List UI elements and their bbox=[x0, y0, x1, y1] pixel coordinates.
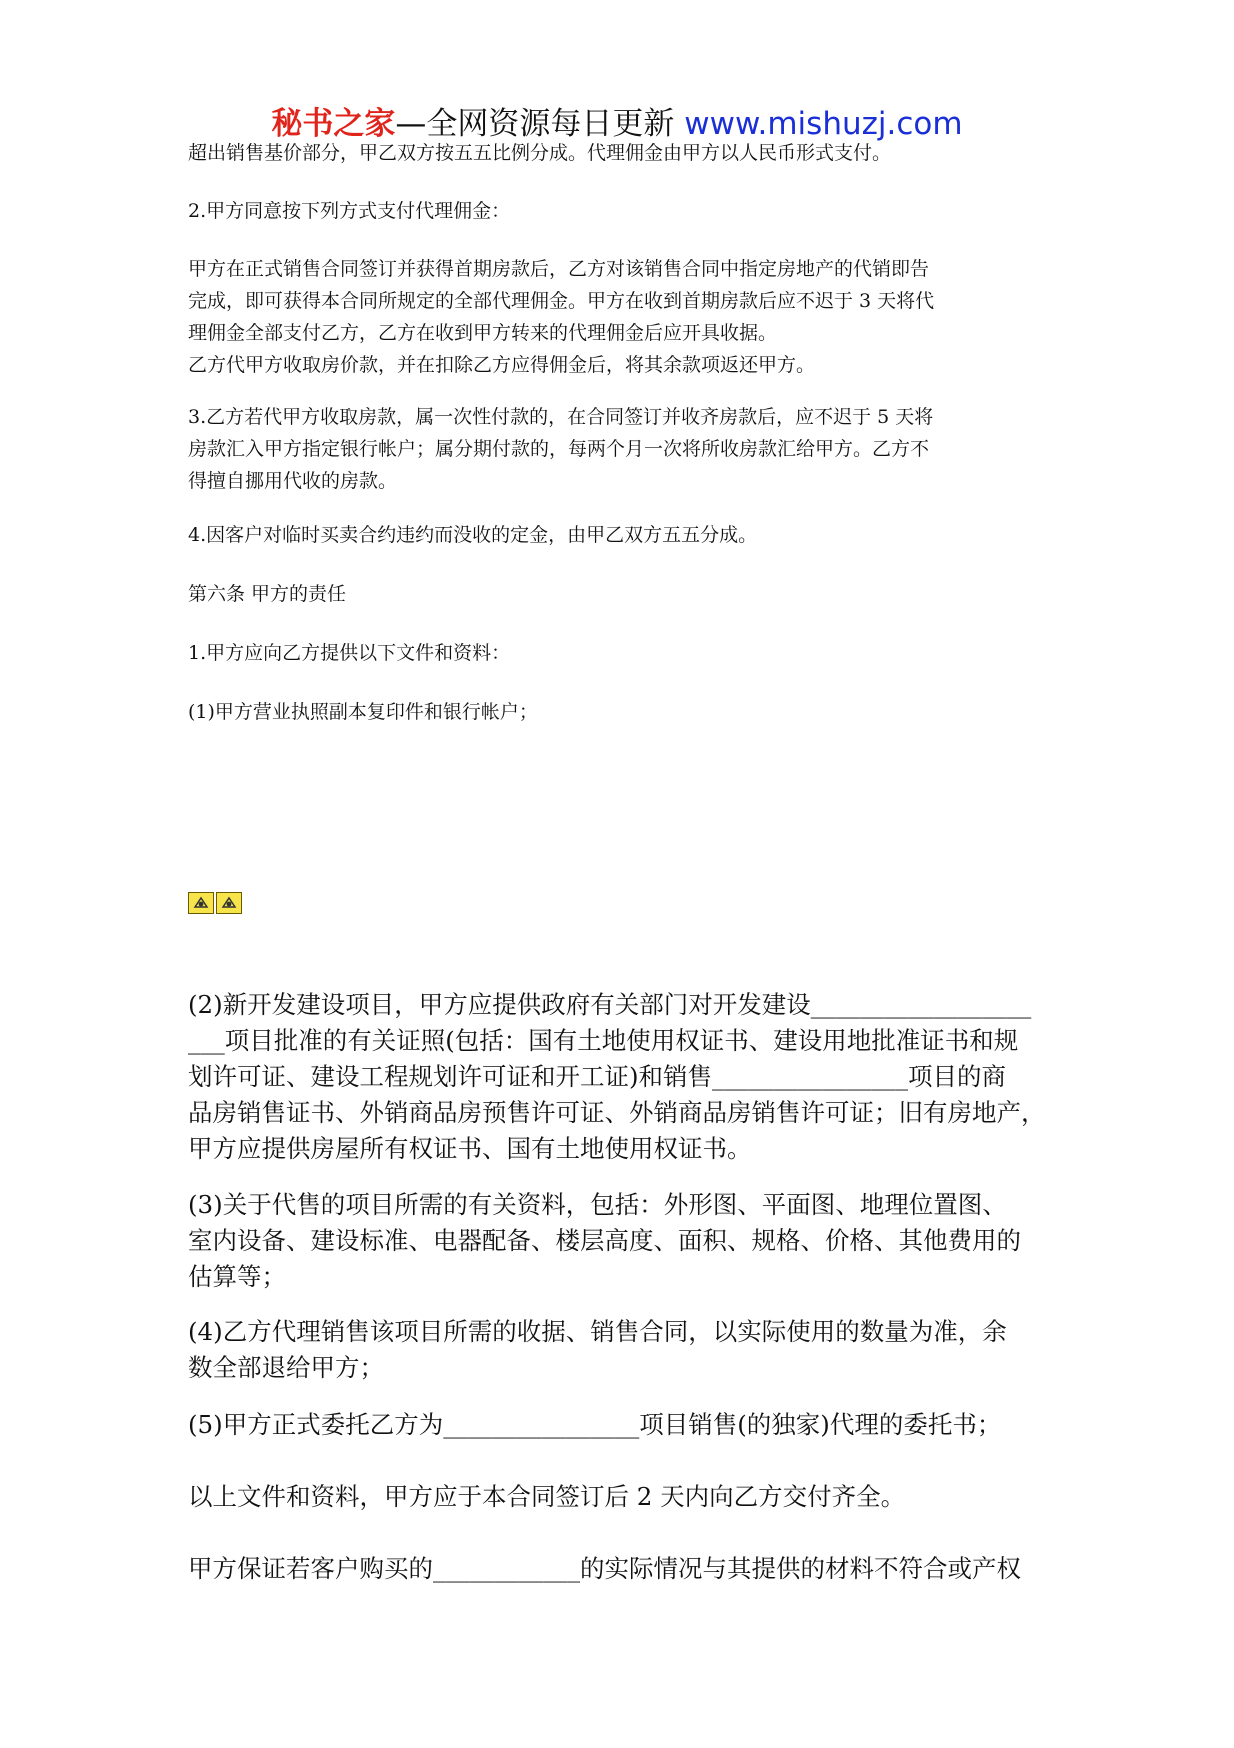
text-line: 完成，即可获得本合同所规定的全部代理佣金。甲方在收到首期房款后应不迟于 3 天将代 bbox=[188, 290, 935, 312]
inline-image-icon bbox=[216, 892, 242, 914]
paragraph-item-4 bbox=[188, 1314, 1007, 1386]
text-line: 数全部退给甲方； bbox=[188, 1353, 384, 1382]
text-line: 甲方应提供房屋所有权证书、国有土地使用权证书。 bbox=[188, 1134, 752, 1163]
text-line: 3.乙方若代甲方收取房款，属一次性付款的，在合同签订并收齐房款后，应不迟于 5 天将 bbox=[188, 406, 934, 428]
text-line: 室内设备、建设标准、电器配备、楼层高度、面积、规格、价格、其他费用的 bbox=[188, 1226, 1021, 1255]
paragraph-documents-intro: 1.甲方应向乙方提供以下文件和资料： bbox=[188, 642, 511, 664]
paragraph-commission-terms bbox=[188, 253, 934, 381]
paragraph-item-1: (1)甲方营业执照副本复印件和银行帐户； bbox=[188, 701, 538, 723]
text-line: 品房销售证书、外销商品房预售许可证、外销商品房销售许可证；旧有房地产， bbox=[188, 1098, 1046, 1127]
text-line: 甲方在正式销售合同签订并获得首期房款后，乙方对该销售合同中指定房地产的代销即告 bbox=[188, 258, 930, 280]
paragraph-commission-split: 超出销售基价部分，甲乙双方按五五比例分成。代理佣金由甲方以人民币形式支付。 bbox=[188, 142, 892, 164]
text-line: ___项目批准的有关证照(包括：国有土地使用权证书、建设用地批准证书和规 bbox=[188, 1026, 1019, 1055]
section-heading-party-a-duties: 第六条 甲方的责任 bbox=[188, 583, 347, 605]
text-line: 划许可证、建设工程规划许可证和开工证)和销售________________项目的商 bbox=[188, 1062, 1007, 1091]
text-line: 房款汇入甲方指定银行帐户；属分期付款的，每两个月一次将所收房款汇给甲方。乙方不 bbox=[188, 438, 930, 460]
site-slogan: —全网资源每日更新 bbox=[395, 106, 685, 142]
text-line: 估算等； bbox=[188, 1262, 286, 1291]
inline-image-icons bbox=[188, 892, 242, 914]
text-line: (4)乙方代理销售该项目所需的收据、销售合同，以实际使用的数量为准，余 bbox=[188, 1317, 1007, 1346]
paragraph-item-3 bbox=[188, 1187, 1021, 1295]
site-url[interactable]: www.mishuzj.com bbox=[684, 106, 963, 142]
inline-image-icon bbox=[188, 892, 214, 914]
paragraph-item-2 bbox=[188, 987, 1046, 1167]
text-line: (3)关于代售的项目所需的有关资料，包括：外形图、平面图、地理位置图、 bbox=[188, 1190, 1007, 1219]
paragraph-delivery-deadline: 以上文件和资料，甲方应于本合同签订后 2 天内向乙方交付齐全。 bbox=[188, 1482, 906, 1511]
text-line: 得擅自挪用代收的房款。 bbox=[188, 470, 398, 492]
paragraph-deposit-split: 4.因客户对临时买卖合约违约而没收的定金，由甲乙双方五五分成。 bbox=[188, 524, 758, 546]
paragraph-collection-terms bbox=[188, 401, 933, 497]
text-line: (2)新开发建设项目，甲方应提供政府有关部门对开发建设__________________ bbox=[188, 990, 1032, 1019]
text-line: 理佣金全部支付乙方，乙方在收到甲方转来的代理佣金后应开具收据。 bbox=[188, 322, 778, 344]
paragraph-guarantee: 甲方保证若客户购买的____________的实际情况与其提供的材料不符合或产权 bbox=[188, 1554, 1021, 1583]
site-brand: 秘书之家 bbox=[271, 106, 396, 142]
paragraph-payment-method: 2.甲方同意按下列方式支付代理佣金： bbox=[188, 200, 511, 222]
paragraph-item-5: (5)甲方正式委托乙方为________________项目销售(的独家)代理的委托书； bbox=[188, 1410, 1002, 1439]
text-line: 乙方代甲方收取房价款，并在扣除乙方应得佣金后，将其余款项返还甲方。 bbox=[188, 354, 816, 376]
